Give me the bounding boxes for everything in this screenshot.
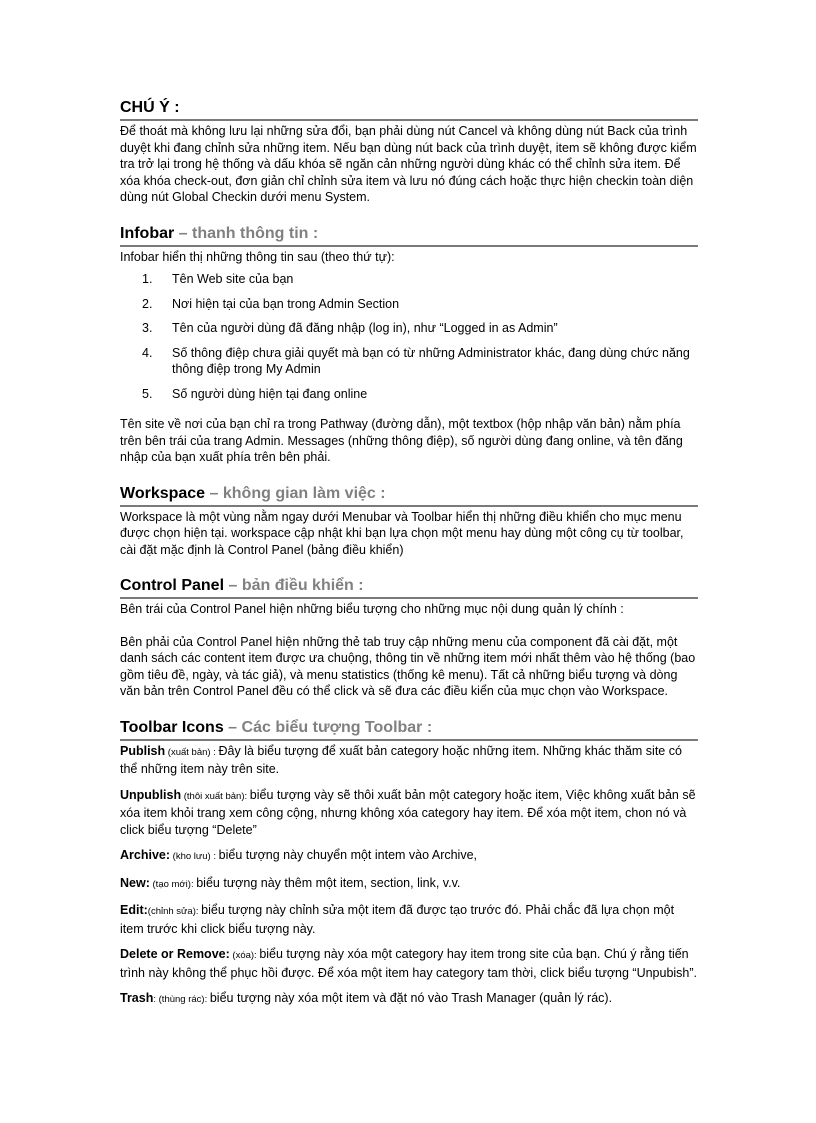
workspace-title: Workspace xyxy=(120,484,206,502)
workspace-subtitle: không gian làm việc : xyxy=(222,484,386,502)
toolbar-icons-title: Toolbar Icons xyxy=(120,718,224,736)
infobar-subtitle: thanh thông tin : xyxy=(192,224,319,242)
control-panel-paragraph-1: Bên trái của Control Panel hiện những biểu tượng cho những mục nội dung quản lý chính : xyxy=(120,602,624,616)
list-item: 4. Số thông điệp chưa giải quyết mà bạn có từ những Administrator khác, đang dùng chức năng thông điệp trong My Admin xyxy=(142,345,690,376)
list-item: 1. Tên Web site của bạn xyxy=(142,272,294,286)
infobar-heading: Infobar – thanh thông tin : xyxy=(120,224,698,247)
note-heading xyxy=(120,98,698,121)
control-panel-title: Control Panel xyxy=(120,577,225,594)
infobar-title: Infobar xyxy=(120,224,175,242)
note-title: CHÚ Ý : xyxy=(120,99,180,116)
toolbar-icons-subtitle: Các biểu tượng Toolbar : xyxy=(241,718,433,736)
toolbar-item-edit: Edit:(chỉnh sửa): biểu tượng này chỉnh sửa một item đã được tạo trước đó. Phải chắc đã lựa chọn một item trước khi click biểu tượng này. xyxy=(120,903,675,936)
toolbar-item-archive: Archive: (kho lưu) : biểu tượng này chuyển một intem vào Archive, xyxy=(120,848,478,862)
workspace-heading: Workspace – không gian làm việc : xyxy=(120,484,698,507)
workspace-section xyxy=(120,484,698,559)
control-panel-subtitle: bản điều khiển : xyxy=(241,577,364,594)
list-item: 2. Nơi hiện tại của bạn trong Admin Section xyxy=(142,296,400,311)
control-panel-paragraph-2: Bên phải của Control Panel hiện những thẻ tab truy cập những menu của component đã cài đặt, một danh sách các content item được ưa chuộng, thông tin về những item mới nhất thêm vào hệ thống (bao gồm tiêu đề, ngày, và tác giả), và menu statistics (thống kê menu). Tất cả những biểu tượng và dòng văn bản trên Control Panel đều có thể click và sẽ đưa các điều kiển của mục chọn vào Workspace. xyxy=(120,634,696,698)
control-panel-section xyxy=(120,576,698,700)
control-panel-heading: Control Panel – bản điều khiển : xyxy=(120,576,698,599)
toolbar-item-publish: Publish (xuất bản) : Đây là biểu tượng để xuất bản category hoặc những item. Những khác thăm site có thể những item này trên site. xyxy=(120,743,682,776)
list-item: 5. Số người dùng hiện tại đang online xyxy=(142,386,368,401)
toolbar-item-trash: Trash: (thùng rác): biểu tượng này xóa một item và đặt nó vào Trash Manager (quản lý rác). xyxy=(120,991,613,1005)
toolbar-item-new: New: (tạo mới): biểu tượng này thêm một item, section, link, v.v. xyxy=(120,875,461,890)
note-section xyxy=(120,98,698,206)
list-item: 3. Tên của người dùng đã đăng nhập (log in), như “Logged in as Admin” xyxy=(142,321,558,335)
infobar-list xyxy=(120,271,698,402)
toolbar-item-delete: Delete or Remove: (xóa): biểu tượng này xóa một category hay item trong site của bạn. Chú ý rằng tiến trình này không thể phục hồi được. Để xóa một item hay category tam thời, click biểu tượng “Unpubish”. xyxy=(120,947,698,980)
toolbar-item-unpublish: Unpublish (thôi xuất bản): biểu tượng vày sẽ thôi xuất bản một category hoặc item, Việc không xuất bản sẽ xóa item khỏi trang xem công cộng, nhưng không xóa category hay item. Để xóa một item, chon nó và click biểu tượng “Delete” xyxy=(120,787,696,837)
toolbar-icons-section xyxy=(120,718,698,1009)
note-paragraph: Để thoát mà không lưu lại những sửa đổi, bạn phải dùng nút Cancel và không dùng nút Back của trình duyệt khi đang chỉnh sửa những item. Nếu bạn dùng nút back của trình duyệt, item sẽ không được kiểm tra trở lại trong hệ thống và dấu khóa sẽ ngăn cản những người dùng khác có thể chỉnh sửa item. Để xóa khóa check-out, đơn giản chỉ chỉnh sửa item và lưu nó đúng cách hoặc thực hiện checkin toàn diện dùng nút Global Checkin dưới menu System. xyxy=(120,124,697,204)
document-page xyxy=(120,98,698,1018)
infobar-after-paragraph: Tên site về nơi của bạn chỉ ra trong Pathway (đường dẫn), một textbox (hộp nhập văn bản) nằm phía trên bên trái của trang Admin. Messages (những thông điệp), số người dùng đang online, và tên đăng nhập của bạn xuất phía trên bên phải. xyxy=(120,417,683,464)
toolbar-icons-heading: Toolbar Icons – Các biểu tượng Toolbar : xyxy=(120,718,698,741)
infobar-section xyxy=(120,224,698,466)
workspace-paragraph: Workspace là một vùng nằm ngay dưới Menubar và Toolbar hiển thị những điều khiển cho mục menu được chọn hiện tại. workspace cập nhật khi bạn lựa chọn một menu hay dùng một công cụ từ toolbar, cài đặt mặc định là Control Panel (bảng điều khiển) xyxy=(120,509,684,557)
infobar-intro: Infobar hiển thị những thông tin sau (theo thứ tự): xyxy=(120,249,395,264)
